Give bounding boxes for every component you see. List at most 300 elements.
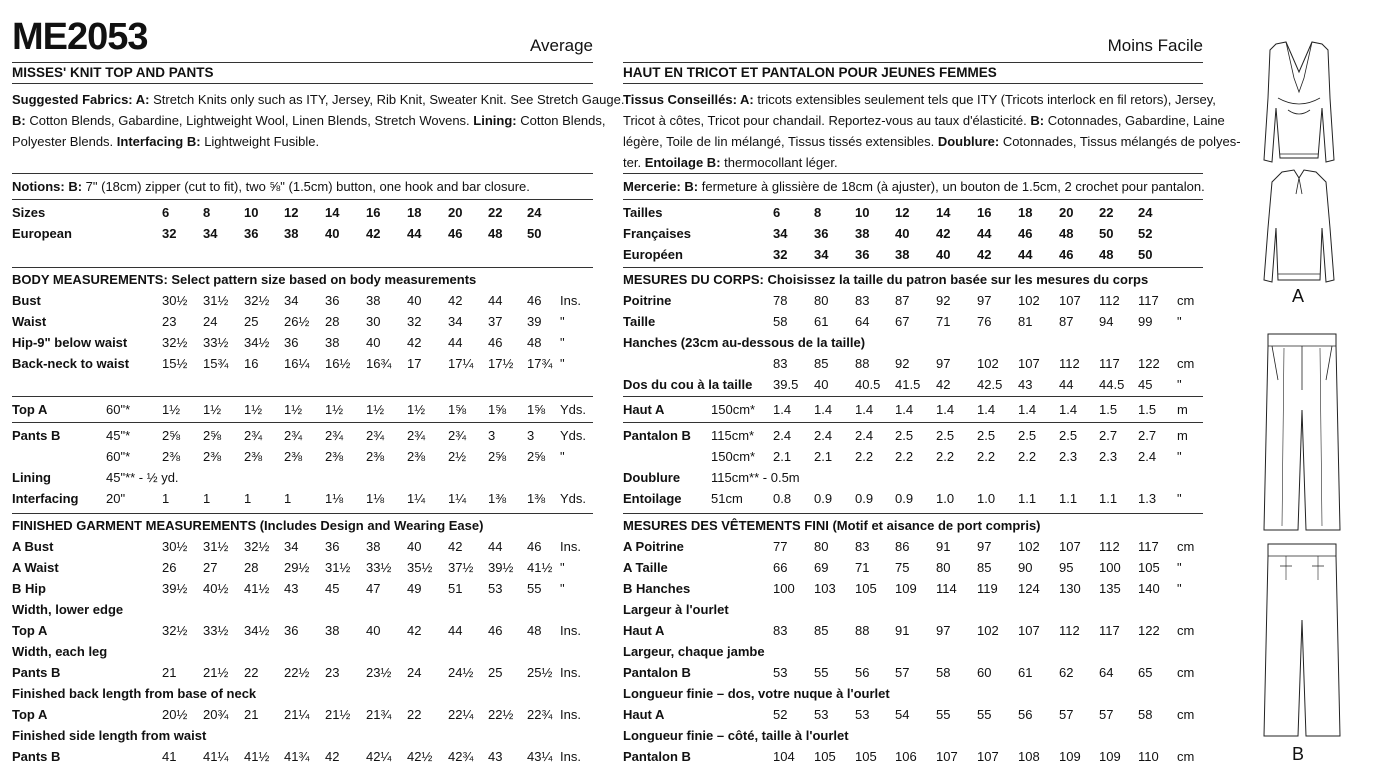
size-value: 36: [814, 226, 829, 241]
view-b-pants-back-illustration: [1262, 540, 1342, 740]
size-value: 2.7: [1138, 428, 1157, 443]
table-row: [12, 488, 593, 509]
fabrics-text: Tricot à côtes, Tricot pour chandail. Reportez-vous au taux d'élasticité.: [623, 113, 1031, 128]
table-row: [12, 662, 593, 683]
table-row: [12, 223, 593, 244]
size-value: 80: [814, 539, 829, 554]
size-value: 32: [407, 314, 422, 329]
table-row: [12, 202, 593, 223]
pattern-code: ME2053: [12, 16, 148, 58]
size-value: 36: [244, 226, 259, 241]
fabrics-line: [12, 89, 624, 110]
size-value: 85: [977, 560, 992, 575]
size-value: 112: [1099, 293, 1120, 308]
size-value: 41½: [527, 560, 553, 575]
size-value: 64: [1099, 665, 1114, 680]
row-label: Largeur, chaque jambe: [623, 644, 765, 659]
size-value: 55: [527, 581, 542, 596]
size-value: 81: [1018, 314, 1033, 329]
row-label: B Hip: [12, 581, 46, 596]
size-value: 83: [773, 356, 788, 371]
unit-cell: Ins.: [560, 749, 581, 764]
row-label: Longueur finie – côté, taille à l'ourlet: [623, 728, 849, 743]
unit-cell: ": [560, 581, 565, 596]
divider-line: [623, 422, 1203, 423]
table-row: [623, 446, 1203, 467]
size-value: 32½: [244, 293, 270, 308]
size-value: 94: [1099, 314, 1114, 329]
size-value: 2⅜: [244, 449, 263, 464]
table-row: [623, 683, 1203, 704]
size-value: 102: [1018, 293, 1040, 308]
table-row: [12, 641, 593, 662]
size-value: 44: [488, 539, 503, 554]
size-value: 1.0: [936, 491, 955, 506]
size-value: 2.5: [1018, 428, 1037, 443]
size-value: 2½: [448, 449, 467, 464]
table-row: [12, 399, 593, 420]
size-value: 40: [814, 377, 829, 392]
fabrics-text: Cotonnades, Tissus mélangés de polyes-: [999, 134, 1241, 149]
size-value: 1.1: [1018, 491, 1037, 506]
divider-line: [12, 396, 593, 397]
unit-cell: Ins.: [560, 707, 581, 722]
unit-cell: cm: [1177, 623, 1195, 638]
difficulty-level: Moins Facile: [1107, 36, 1203, 55]
row-label: Pantalon B: [623, 428, 691, 443]
size-value: 40: [407, 539, 422, 554]
size-value: 1.4: [895, 402, 914, 417]
unit-cell: Ins.: [560, 623, 581, 638]
table-row: [623, 202, 1203, 223]
fabric-width: 115cm** - 0.5m: [711, 470, 800, 485]
size-value: 48: [527, 335, 542, 350]
table-section-heading: FINISHED GARMENT MEASUREMENTS (Includes Design and Wearing Ease): [12, 518, 484, 533]
row-label: Entoilage: [623, 491, 682, 506]
size-value: 57: [895, 665, 910, 680]
size-value: 18: [407, 205, 422, 220]
table-row: [12, 290, 593, 311]
size-value: 71: [855, 560, 870, 575]
size-value: 2.3: [1099, 449, 1118, 464]
size-value: 102: [977, 356, 999, 371]
size-value: 41¼: [203, 749, 229, 764]
size-value: 122: [1138, 356, 1160, 371]
unit-cell: ": [560, 335, 565, 350]
size-value: 20½: [162, 707, 188, 722]
size-value: 23: [325, 665, 340, 680]
size-value: 67: [895, 314, 910, 329]
unit-cell: cm: [1177, 293, 1195, 308]
size-value: 43: [1018, 377, 1033, 392]
size-value: 15¾: [203, 356, 229, 371]
divider-line: [12, 83, 593, 84]
fabrics-label: Entoilage B:: [644, 155, 721, 170]
size-value: 122: [1138, 623, 1160, 638]
size-value: 21¾: [366, 707, 392, 722]
size-value: 36: [325, 539, 340, 554]
row-label: Doublure: [623, 470, 681, 485]
size-value: 1½: [284, 402, 303, 417]
size-value: 2.2: [855, 449, 874, 464]
row-label: Dos du cou à la taille: [623, 377, 753, 392]
size-value: 25: [488, 665, 503, 680]
size-value: 1⅛: [325, 491, 344, 506]
size-value: 24: [527, 205, 542, 220]
section-title: HAUT EN TRICOT ET PANTALON POUR JEUNES FEMMES: [623, 65, 997, 80]
size-value: 2.2: [895, 449, 914, 464]
table-row: [623, 725, 1203, 746]
size-value: 1½: [325, 402, 344, 417]
unit-cell: Ins.: [560, 293, 581, 308]
divider-line: [623, 396, 1203, 397]
table-row: [623, 662, 1203, 683]
size-value: 69: [814, 560, 829, 575]
size-value: 112: [1059, 356, 1080, 371]
fabrics-text: Lightweight Fusible.: [200, 134, 320, 149]
size-value: 55: [814, 665, 829, 680]
size-value: 38: [366, 539, 381, 554]
size-value: 38: [895, 247, 910, 262]
size-value: 3: [527, 428, 535, 443]
divider-line: [623, 267, 1203, 268]
size-value: 21: [162, 665, 177, 680]
size-value: 87: [1059, 314, 1074, 329]
size-value: 109: [895, 581, 917, 596]
size-value: 130: [1059, 581, 1081, 596]
unit-cell: cm: [1177, 356, 1195, 371]
fabrics-line: [623, 110, 1241, 131]
table-row: [12, 467, 593, 488]
size-value: 24½: [448, 665, 474, 680]
fabrics-label: B:: [1030, 113, 1045, 128]
size-value: 42: [936, 226, 951, 241]
table-row: [12, 683, 593, 704]
fabrics-text: Cotton Blends,: [516, 113, 606, 128]
size-value: 1½: [244, 402, 263, 417]
size-value: 30: [366, 314, 381, 329]
size-value: 32½: [162, 335, 188, 350]
size-value: 2.3: [1059, 449, 1078, 464]
row-label: Width, lower edge: [12, 602, 124, 617]
size-value: 42½: [407, 749, 433, 764]
size-value: 2.4: [814, 428, 833, 443]
size-value: 2⅜: [325, 449, 344, 464]
table-row: [12, 599, 593, 620]
size-value: 46: [488, 623, 503, 638]
row-label: Haut A: [623, 707, 665, 722]
unit-cell: ": [1177, 449, 1182, 464]
fabrics-line: [623, 152, 1241, 173]
table-row: [623, 704, 1203, 725]
table-row: [12, 704, 593, 725]
size-value: 90: [1018, 560, 1033, 575]
size-value: 2⅝: [162, 428, 181, 443]
size-value: 140: [1138, 581, 1160, 596]
unit-cell: cm: [1177, 539, 1195, 554]
size-value: 1⅛: [366, 491, 385, 506]
row-label: A Poitrine: [623, 539, 684, 554]
suggested-fabrics: [623, 89, 1241, 173]
fabrics-line: [623, 89, 1241, 110]
size-value: 16: [977, 205, 992, 220]
size-value: 8: [814, 205, 822, 220]
unit-cell: Yds.: [560, 402, 587, 417]
size-value: 37: [488, 314, 503, 329]
size-value: 32: [162, 226, 177, 241]
size-value: 17: [407, 356, 422, 371]
size-value: 0.8: [773, 491, 792, 506]
size-value: 21: [244, 707, 259, 722]
size-value: 1: [284, 491, 292, 506]
table-row: [12, 557, 593, 578]
size-value: 30½: [162, 539, 188, 554]
unit-cell: Yds.: [560, 491, 587, 506]
size-value: 42: [448, 293, 463, 308]
size-value: 44: [488, 293, 503, 308]
unit-cell: cm: [1177, 707, 1195, 722]
fabrics-label: Tissus Conseillés: A:: [623, 92, 754, 107]
table-row: [12, 536, 593, 557]
table-row: [12, 311, 593, 332]
fabrics-label: Lining:: [473, 113, 517, 128]
unit-cell: ": [1177, 491, 1182, 506]
size-value: 39½: [162, 581, 188, 596]
size-value: 31½: [203, 293, 229, 308]
size-value: 26: [162, 560, 177, 575]
notions-line: [12, 176, 530, 197]
fabric-width: 60"*: [106, 402, 131, 417]
size-value: 112: [1059, 623, 1080, 638]
table-row: [12, 746, 593, 767]
size-value: 87: [895, 293, 910, 308]
fabrics-label: Doublure:: [937, 134, 1000, 149]
size-value: 40: [936, 247, 951, 262]
size-value: 22: [244, 665, 259, 680]
table-row: [623, 578, 1203, 599]
size-value: 46: [1059, 247, 1074, 262]
size-value: 109: [1059, 749, 1081, 764]
size-value: 50: [1099, 226, 1114, 241]
unit-cell: Ins.: [560, 539, 581, 554]
size-value: 1: [162, 491, 170, 506]
size-value: 44: [1059, 377, 1074, 392]
size-value: 102: [1018, 539, 1040, 554]
size-value: 1.5: [1099, 402, 1118, 417]
size-value: 1.1: [1059, 491, 1078, 506]
size-value: 54: [895, 707, 910, 722]
size-value: 42.5: [977, 377, 1003, 392]
fabrics-text: Stretch Knits only such as ITY, Jersey, Rib Knit, Sweater Knit. See Stretch Gauge.: [149, 92, 625, 107]
notions-text: 7" (18cm) zipper (cut to fit), two ⅝" (1.5cm) button, one hook and bar closure.: [82, 179, 530, 194]
size-value: 105: [855, 749, 877, 764]
size-value: 34: [203, 226, 218, 241]
size-value: 60: [977, 665, 992, 680]
size-value: 48: [527, 623, 542, 638]
size-value: 2.7: [1099, 428, 1118, 443]
size-value: 53: [488, 581, 503, 596]
size-value: 28: [244, 560, 259, 575]
row-label: Sizes: [12, 205, 46, 220]
table-row: [623, 488, 1203, 509]
fabrics-line: [623, 131, 1241, 152]
size-value: 39½: [488, 560, 514, 575]
notions-label: Notions: B:: [12, 179, 83, 194]
table-row: [623, 311, 1203, 332]
size-value: 42: [936, 377, 951, 392]
fabrics-label: Interfacing B:: [116, 134, 201, 149]
size-value: 32: [773, 247, 788, 262]
size-value: 92: [895, 356, 910, 371]
size-value: 75: [895, 560, 910, 575]
table-row: [623, 399, 1203, 420]
size-value: 114: [936, 581, 957, 596]
size-value: 38: [366, 293, 381, 308]
size-value: 117: [1138, 539, 1159, 554]
size-value: 108: [1018, 749, 1040, 764]
size-value: 1.5: [1138, 402, 1157, 417]
fabric-width: 60"*: [106, 449, 131, 464]
row-label: Lining: [12, 470, 51, 485]
fabrics-text: Cotonnades, Gabardine, Laine: [1044, 113, 1225, 128]
size-value: 1½: [366, 402, 385, 417]
row-label: Hip-9" below waist: [12, 335, 128, 350]
size-value: 88: [855, 356, 870, 371]
size-value: 41½: [244, 749, 270, 764]
row-label: Finished back length from base of neck: [12, 686, 257, 701]
size-value: 22¾: [527, 707, 553, 722]
fabric-width: 150cm*: [711, 449, 756, 464]
size-value: 1⅝: [448, 402, 467, 417]
size-value: 42: [448, 539, 463, 554]
row-label: Largeur à l'ourlet: [623, 602, 729, 617]
section-title: MISSES' KNIT TOP AND PANTS: [12, 65, 214, 80]
table-section-heading: BODY MEASUREMENTS: Select pattern size based on body measurements: [12, 272, 477, 287]
size-value: 78: [773, 293, 788, 308]
size-value: 85: [814, 356, 829, 371]
size-value: 100: [1099, 560, 1121, 575]
size-value: 22½: [284, 665, 310, 680]
size-value: 22½: [488, 707, 514, 722]
size-value: 1: [203, 491, 211, 506]
size-value: 71: [936, 314, 951, 329]
notions-label: Mercerie: B:: [623, 179, 699, 194]
size-value: 109: [1099, 749, 1121, 764]
size-value: 1½: [203, 402, 222, 417]
size-value: 26½: [284, 314, 310, 329]
divider-line: [12, 422, 593, 423]
table-row: [12, 446, 593, 467]
size-value: 34½: [244, 623, 270, 638]
size-value: 99: [1138, 314, 1153, 329]
row-label: B Hanches: [623, 581, 691, 596]
size-value: 39: [527, 314, 542, 329]
size-value: 30½: [162, 293, 188, 308]
size-value: 16: [366, 205, 381, 220]
unit-cell: ": [560, 314, 565, 329]
size-value: 2⅜: [162, 449, 181, 464]
size-value: 46: [448, 226, 463, 241]
size-value: 1.4: [814, 402, 833, 417]
size-value: 1⅝: [488, 402, 507, 417]
size-value: 1½: [407, 402, 426, 417]
size-value: 28: [325, 314, 340, 329]
suggested-fabrics: [12, 89, 624, 152]
fabric-width: 45"*: [106, 428, 131, 443]
table-row: [12, 620, 593, 641]
size-value: 50: [527, 226, 542, 241]
size-value: 34: [284, 539, 299, 554]
table-row: [623, 332, 1203, 353]
size-value: 31½: [203, 539, 229, 554]
size-value: 117: [1099, 356, 1120, 371]
size-value: 2.1: [814, 449, 833, 464]
size-value: 92: [936, 293, 951, 308]
size-value: 105: [814, 749, 836, 764]
size-value: 2.2: [1018, 449, 1037, 464]
size-value: 33½: [203, 335, 229, 350]
size-value: 80: [936, 560, 951, 575]
divider-line: [623, 199, 1203, 200]
size-value: 16½: [325, 356, 351, 371]
size-value: 31½: [325, 560, 351, 575]
unit-cell: ": [1177, 560, 1182, 575]
size-value: 64: [855, 314, 870, 329]
size-value: 66: [773, 560, 788, 575]
size-value: 40: [325, 226, 340, 241]
size-value: 2⅝: [488, 449, 507, 464]
size-value: 83: [773, 623, 788, 638]
size-value: 61: [1018, 665, 1033, 680]
fabric-width: 150cm*: [711, 402, 756, 417]
size-value: 107: [936, 749, 958, 764]
size-value: 61: [814, 314, 829, 329]
size-value: 100: [773, 581, 795, 596]
size-value: 34: [448, 314, 463, 329]
size-value: 6: [162, 205, 170, 220]
size-value: 48: [1059, 226, 1074, 241]
fabrics-text: Cotton Blends, Gabardine, Lightweight Wool, Linen Blends, Stretch Wovens.: [25, 113, 474, 128]
row-label: Interfacing: [12, 491, 79, 506]
size-value: 21¼: [284, 707, 310, 722]
size-value: 34: [284, 293, 299, 308]
size-value: 1.0: [977, 491, 996, 506]
unit-cell: Yds.: [560, 428, 587, 443]
size-value: 0.9: [895, 491, 914, 506]
size-value: 16: [244, 356, 259, 371]
size-value: 1.4: [855, 402, 874, 417]
size-value: 43: [488, 749, 503, 764]
size-value: 10: [244, 205, 259, 220]
table-section-heading: MESURES DU CORPS: Choisissez la taille du patron basée sur les mesures du corps: [623, 272, 1149, 287]
divider-line: [623, 62, 1203, 63]
view-a-caption: A: [1292, 286, 1305, 306]
size-value: 40: [407, 293, 422, 308]
size-value: 24: [203, 314, 218, 329]
size-value: 42: [977, 247, 992, 262]
size-value: 12: [284, 205, 299, 220]
fabrics-text: ter.: [623, 155, 645, 170]
row-label: Pantalon B: [623, 665, 691, 680]
size-value: 105: [855, 581, 877, 596]
fabrics-label: Suggested Fabrics: A:: [12, 92, 150, 107]
size-value: 86: [895, 539, 910, 554]
size-value: 48: [1099, 247, 1114, 262]
size-value: 56: [855, 665, 870, 680]
table-row: [12, 725, 593, 746]
size-value: 1.3: [1138, 491, 1157, 506]
size-value: 32½: [162, 623, 188, 638]
